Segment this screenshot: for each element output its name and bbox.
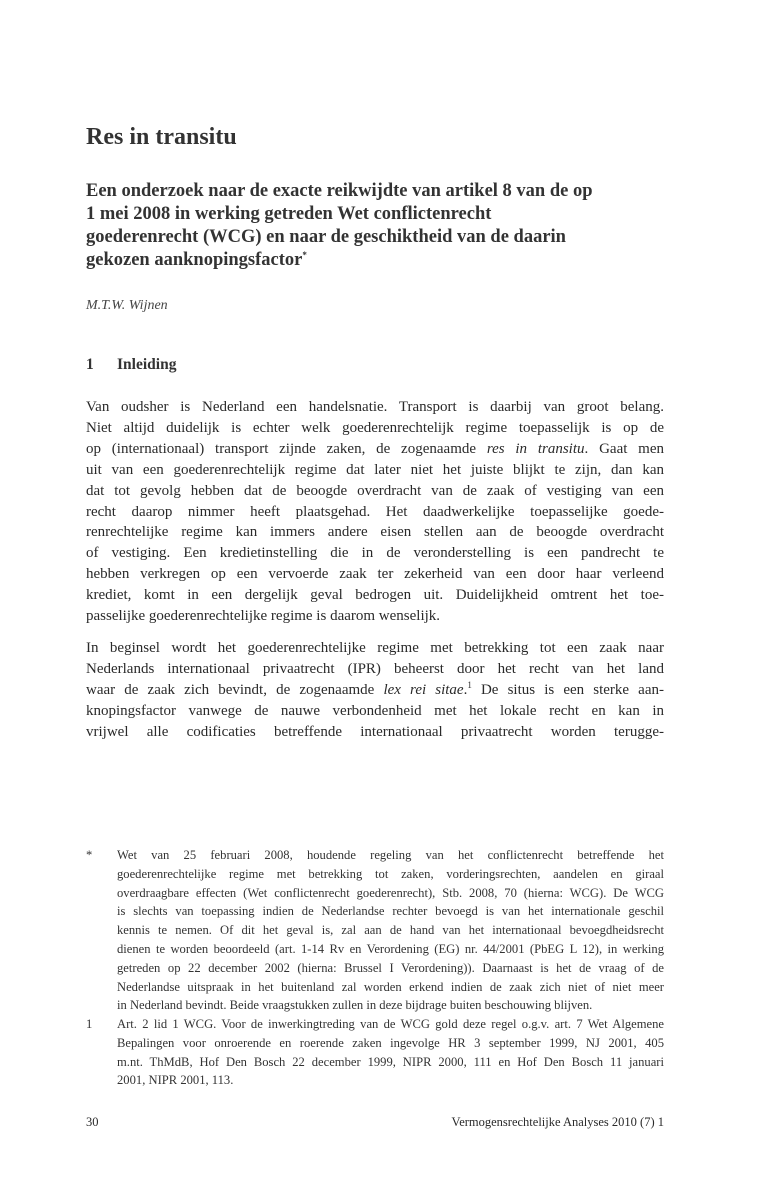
page-number: 30 (86, 1115, 99, 1129)
article-subtitle (86, 180, 686, 272)
footnote (86, 1015, 664, 1090)
subtitle-line: 1 mei 2008 in werking getreden Wet conflictenrecht (86, 204, 492, 224)
text-line: krediet, komt in een dergelijk geval bedrogen uit. Duidelijkheid omtrent het toe- (86, 587, 664, 604)
text-segment: De situs is een sterke aan- (471, 681, 664, 698)
footnote-line: Art. 2 lid 1 WCG. Voor de inwerkingtreding van de WCG gold deze regel o.g.v. art. 7 Wet Algemene (117, 1017, 664, 1031)
text-line: passelijke goederenrechtelijke regime is daarom wenselijk. (86, 608, 441, 625)
text-segment: waar de zaak zich bevindt, de zogenaamde (86, 681, 384, 698)
footnote-ref[interactable]: 1 (467, 679, 472, 690)
author: M.T.W. Wijnen (86, 298, 168, 313)
text-line: waar de zaak zich bevindt, de zogenaamde lex rei sitae.$^1$ De situs is een sterke aan- (86, 679, 664, 698)
text-line: Niet altijd duidelijk is echter welk goederenrechtelijk regime toepasselijk is op de (86, 419, 664, 436)
section-number: 1 (86, 356, 94, 373)
subtitle-line-text: gekozen aanknopingsfactor (86, 250, 303, 270)
text-line: recht daarop nimmer heeft plaatsgehad. Het daadwerkelijke toepasselijke goede- (86, 503, 664, 520)
text-line: knopingsfactor vanwege de nauwe verbondenheid met het lokale recht en kan in (86, 702, 664, 719)
footnote-line: dienen te worden beoordeeld (art. 1-14 Rv en Verordening (EG) nr. 44/2001 (PbEG L 12), in werking (117, 941, 664, 956)
footnote-line: getreden op 22 december 2002 (hierna: Brussel I Verordening)). Daarnaast is het de vraag of de (117, 960, 664, 975)
subtitle-line: Een onderzoek naar de exacte reikwijdte van artikel 8 van de op (86, 181, 593, 201)
paragraph (86, 397, 664, 627)
footnote-line: Bepalingen voor onroerende en roerende zaken ingevolge HR 3 september 1999, NJ 2001, 405 (117, 1035, 664, 1050)
section-heading (86, 356, 176, 374)
text-line: vrijwel alle codificaties betreffende internationaal privaatrecht worden terugge- (86, 723, 664, 740)
footnote (86, 846, 664, 1015)
text-line: hebben verkregen op een vervoerde zaak ter zekerheid van een door haar verleend (86, 566, 664, 583)
footnote-line: overdraagbare effecten (Wet conflictenrecht goederenrecht), Stb. 2008, 70 (hierna: WCG). De WCG (117, 885, 664, 900)
footnote-line: 2001, NIPR 2001, 113. (117, 1073, 234, 1088)
footnote-line: in Nederland bevindt. Beide vraagstukken zullen in deze bijdrage buiten beschouwing blijven. (117, 998, 593, 1013)
journal-citation: Vermogensrechtelijke Analyses 2010 (7) 1 (451, 1115, 664, 1129)
footnote-line: kennis te nemen. Of dit het geval is, zal aan de hand van het internationaal bevoegdheidsrecht (117, 923, 664, 938)
footnote-line: m.nt. ThMdB, Hof Den Bosch 22 december 1999, NIPR 2000, 111 en Hof Den Bosch 11 januari (117, 1054, 664, 1069)
text-line (86, 439, 664, 460)
subtitle-line (86, 249, 686, 272)
footnote-mark: * (86, 848, 93, 862)
text-line: In beginsel wordt het goederenrechtelijke regime met betrekking tot een zaak naar (86, 640, 664, 656)
text-segment: . Gaat men (584, 440, 665, 457)
text-line: of vestiging. Een kredietinstelling die in de veronderstelling is een pandrecht te (86, 545, 664, 562)
italic-term: res in transitu (486, 440, 585, 457)
text-line: uit van een goederenrechtelijk regime dat later niet het juiste blijkt te zijn, dan kan (86, 461, 664, 478)
section-title: Inleiding (117, 356, 177, 373)
text-line: dat tot gevolg hebben dat de beoogde overdracht van de zaak of vestiging van een (86, 482, 664, 499)
text-line: Van oudsher is Nederland een handelsnatie. Transport is daarbij van groot belang. (86, 399, 664, 415)
subtitle-line: goederenrecht (WCG) en naar de geschiktheid van de daarin (86, 227, 566, 247)
footnote-line: Nederlandse uitspraak in het buitenland zal worden erkend indien de zaak zich niet of niet meer (117, 979, 664, 994)
article-title: Res in transitu (86, 124, 237, 150)
footnote-line: Wet van 25 februari 2008, houdende regeling van het conflictenrecht betreffende het (117, 848, 664, 862)
paragraph (86, 638, 664, 743)
text-segment: op (internationaal) transport zijnde zaken, de zogenaamde (86, 440, 487, 457)
footnote-ref[interactable]: * (302, 249, 307, 260)
footnote-mark: 1 (86, 1017, 93, 1031)
italic-term: lex rei sitae (383, 681, 464, 698)
footnote-line: is slechts van toepassing indien de Nederlandse rechter bevoegd is van het internationale geschil (117, 904, 664, 919)
text-line: renrechtelijke regime kan immers andere eisen stellen aan de beoogde overdracht (86, 524, 664, 541)
text-line: Nederlands internationaal privaatrecht (IPR) beheerst door het recht van het land (86, 660, 664, 677)
footnote-line: goederenrechtelijke regime met betrekking tot zaken, vorderingsrechten, aandelen en giraal (117, 866, 664, 881)
